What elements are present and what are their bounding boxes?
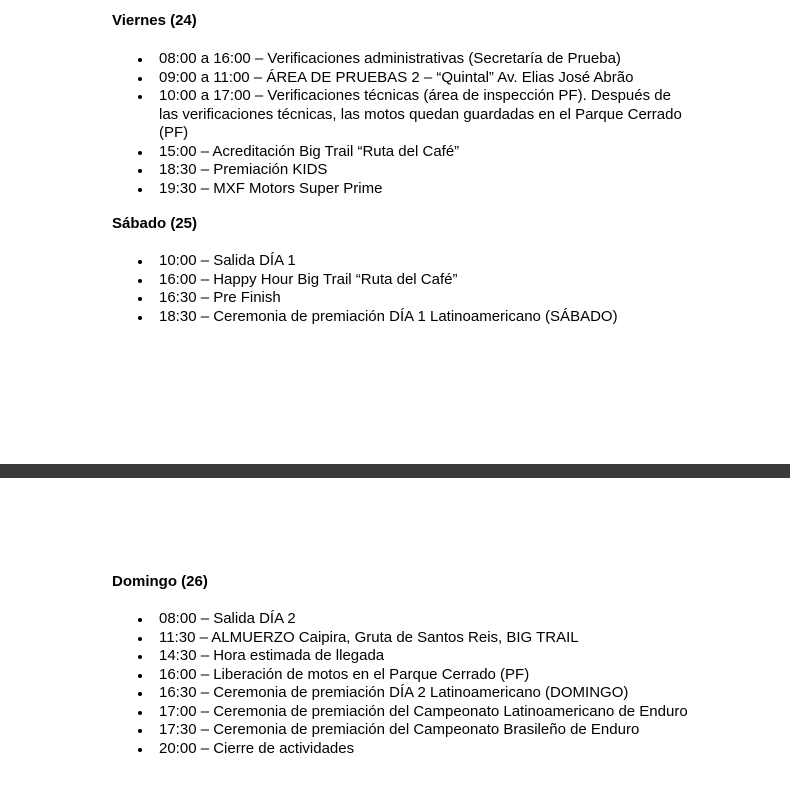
list-item: 20:00 – Cierre de actividades	[0, 740, 790, 759]
list-item: 11:30 – ALMUERZO Caipira, Gruta de Santos Reis, BIG TRAIL	[0, 629, 790, 648]
list-item: 14:30 – Hora estimada de llegada	[0, 647, 790, 666]
list-item: 16:30 – Ceremonia de premiación DÍA 2 Latinoamericano (DOMINGO)	[0, 684, 790, 703]
list-item: 08:00 a 16:00 – Verificaciones administrativas (Secretaría de Prueba)	[0, 50, 790, 69]
schedule-list-friday	[0, 50, 790, 198]
schedule-list-sunday	[0, 610, 790, 758]
list-item: 09:00 a 11:00 – ÁREA DE PRUEBAS 2 – “Quintal” Av. Elias José Abrão	[0, 69, 790, 88]
list-item: 18:30 – Ceremonia de premiación DÍA 1 Latinoamericano (SÁBADO)	[0, 308, 790, 327]
day-heading-sunday: Domingo (26)	[112, 573, 208, 590]
list-item: 08:00 – Salida DÍA 2	[0, 610, 790, 629]
list-item: 18:30 – Premiación KIDS	[0, 161, 790, 180]
day-heading-friday: Viernes (24)	[112, 12, 197, 29]
list-item: 17:30 – Ceremonia de premiación del Campeonato Brasileño de Enduro	[0, 721, 790, 740]
list-item: 15:00 – Acreditación Big Trail “Ruta del Café”	[0, 143, 790, 162]
schedule-list-saturday	[0, 252, 790, 326]
list-item: 16:00 – Happy Hour Big Trail “Ruta del Café”	[0, 271, 790, 290]
page-divider	[0, 464, 790, 478]
day-heading-saturday: Sábado (25)	[112, 215, 198, 232]
list-item: 10:00 a 17:00 – Verificaciones técnicas (área de inspección PF). Después de las verificaciones técnicas, las motos quedan guardadas en el Parque Cerrado (PF)	[0, 87, 790, 143]
list-item: 19:30 – MXF Motors Super Prime	[0, 180, 790, 199]
document-page-bottom	[0, 478, 790, 792]
list-item: 16:00 – Liberación de motos en el Parque Cerrado (PF)	[0, 666, 790, 685]
list-item: 10:00 – Salida DÍA 1	[0, 252, 790, 271]
list-item: 17:00 – Ceremonia de premiación del Campeonato Latinoamericano de Enduro	[0, 703, 790, 722]
list-item: 16:30 – Pre Finish	[0, 289, 790, 308]
